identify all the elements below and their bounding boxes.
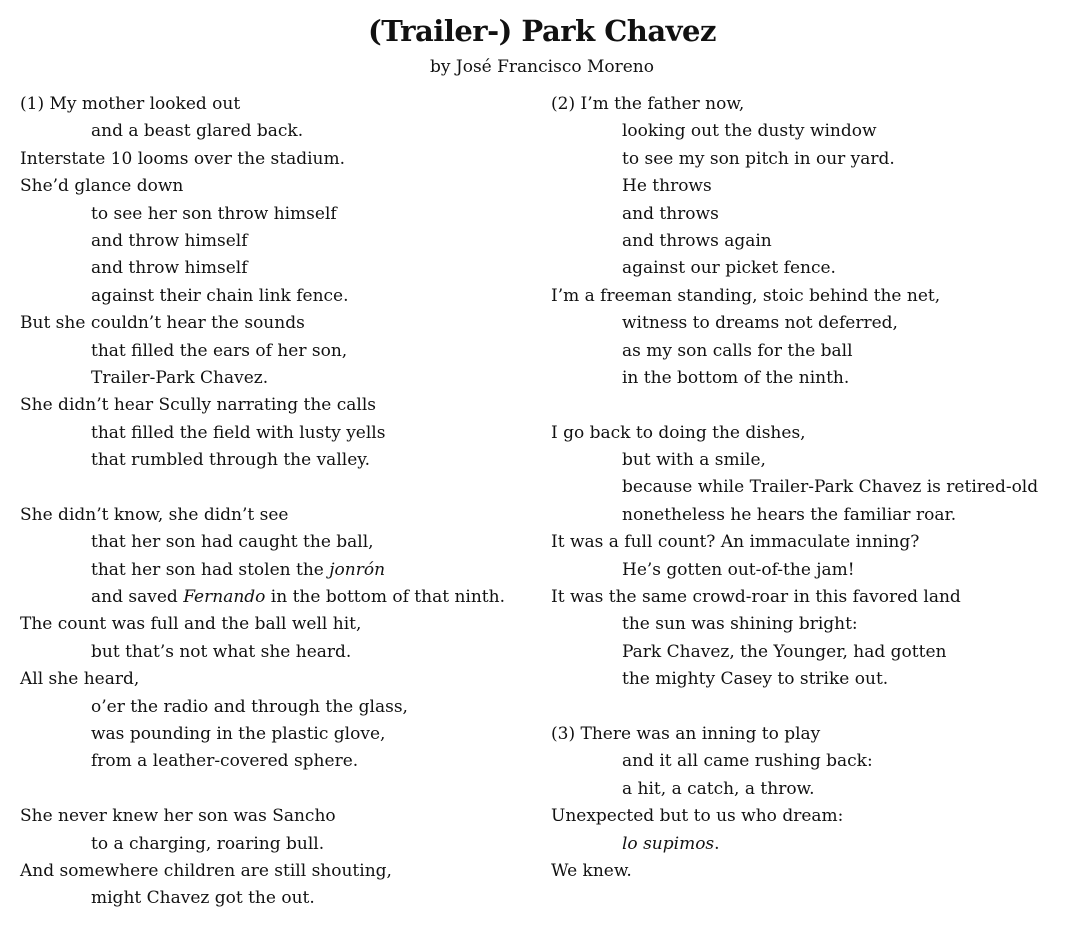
poem-line: (1) My mother looked out	[20, 94, 241, 114]
poem-line: The count was full and the ball well hit,	[20, 614, 362, 635]
stanza-break	[20, 776, 530, 803]
poem-line: that her son had caught the ball,	[91, 532, 374, 553]
poem-line: Park Chavez, the Younger, had gotten	[622, 641, 947, 662]
poem-line: and throw himself	[91, 230, 248, 251]
poem-line: and throws again	[622, 230, 772, 251]
poem-line: It was a full count? An immaculate inning?	[551, 532, 920, 553]
poem-line: that filled the field with lusty yells	[91, 422, 386, 443]
poem-line: might Chavez got the out.	[91, 888, 315, 909]
poem-line: She’d glance down	[20, 176, 184, 197]
spanish-word: jonrón	[329, 559, 386, 580]
poem-line	[20, 557, 530, 584]
poem-line: was pounding in the plastic glove,	[91, 723, 386, 744]
stanza-column-right	[551, 91, 1071, 885]
poem-title: (Trailer-) Park Chavez	[368, 14, 716, 48]
poem-line: as my son calls for the ball	[622, 340, 853, 361]
poem-line: I’m a freeman standing, stoic behind the net,	[551, 285, 941, 306]
poem-text: in the bottom of that ninth.	[265, 587, 505, 608]
stanza-break	[551, 392, 1071, 419]
poem-line: the sun was shining bright:	[622, 614, 858, 635]
poem-line: to see her son throw himself	[91, 203, 337, 224]
poem-byline: by José Francisco Moreno	[430, 57, 654, 77]
poem-line: against their chain link fence.	[91, 285, 349, 306]
poem-line: and throw himself	[91, 258, 248, 279]
poem-line: Unexpected but to us who dream:	[551, 806, 844, 827]
poem-line: and a beast glared back.	[91, 121, 304, 142]
poem-line: We knew.	[551, 860, 632, 881]
poem-line: It was the same crowd-roar in this favored land	[551, 587, 961, 608]
poem-line: Trailer-Park Chavez.	[91, 367, 269, 388]
poem-text: .	[714, 833, 720, 854]
poem-line	[20, 584, 530, 611]
poem-line: to see my son pitch in our yard.	[622, 148, 895, 169]
poem-line: from a leather-covered sphere.	[91, 751, 359, 772]
poem-line: the mighty Casey to strike out.	[622, 669, 889, 690]
poem-line: All she heard,	[20, 669, 140, 690]
poem-line: in the bottom of the ninth.	[622, 367, 850, 388]
poem-text: that her son had stolen the	[91, 559, 330, 580]
poem-line: o’er the radio and through the glass,	[91, 696, 408, 717]
poem-line: that filled the ears of her son,	[91, 340, 348, 361]
poem-line: and throws	[622, 203, 719, 224]
poem-line: a hit, a catch, a throw.	[622, 778, 815, 799]
poem-line: that rumbled through the valley.	[91, 450, 371, 471]
poem-line: She never knew her son was Sancho	[20, 806, 336, 827]
poem-line: but that’s not what she heard.	[91, 641, 352, 662]
stanza-break	[551, 694, 1071, 721]
poem-line: (3) There was an inning to play	[551, 723, 821, 744]
poem-line	[551, 831, 1071, 858]
poem-line: to a charging, roaring bull.	[91, 833, 325, 854]
poem-line: He throws	[622, 176, 712, 197]
spanish-phrase: lo supimos	[622, 833, 715, 854]
poem-line: I go back to doing the dishes,	[551, 422, 806, 443]
poem-line: nonetheless he hears the familiar roar.	[622, 504, 957, 525]
poem-line: She didn’t know, she didn’t see	[20, 504, 289, 525]
poem-line: because while Trailer-Park Chavez is retired-old	[622, 477, 1039, 498]
poem-line: But she couldn’t hear the sounds	[20, 313, 305, 334]
poem-line: looking out the dusty window	[622, 121, 877, 142]
poem-line: And somewhere children are still shouting,	[20, 860, 392, 881]
poem-line: against our picket fence.	[622, 258, 836, 279]
poem-line: witness to dreams not deferred,	[622, 313, 898, 334]
poem-text: and saved	[91, 587, 184, 608]
poem-line: (2) I’m the father now,	[551, 94, 745, 114]
poem-line: He’s gotten out-of-the jam!	[622, 559, 855, 580]
poem-line: but with a smile,	[622, 450, 766, 471]
stanza-break	[20, 474, 530, 501]
player-name: Fernando	[183, 587, 266, 608]
poem-line: and it all came rushing back:	[622, 751, 873, 772]
stanza-column-left	[20, 91, 530, 913]
poem-line: She didn’t hear Scully narrating the calls	[20, 395, 376, 416]
poem-line: Interstate 10 looms over the stadium.	[20, 148, 346, 169]
